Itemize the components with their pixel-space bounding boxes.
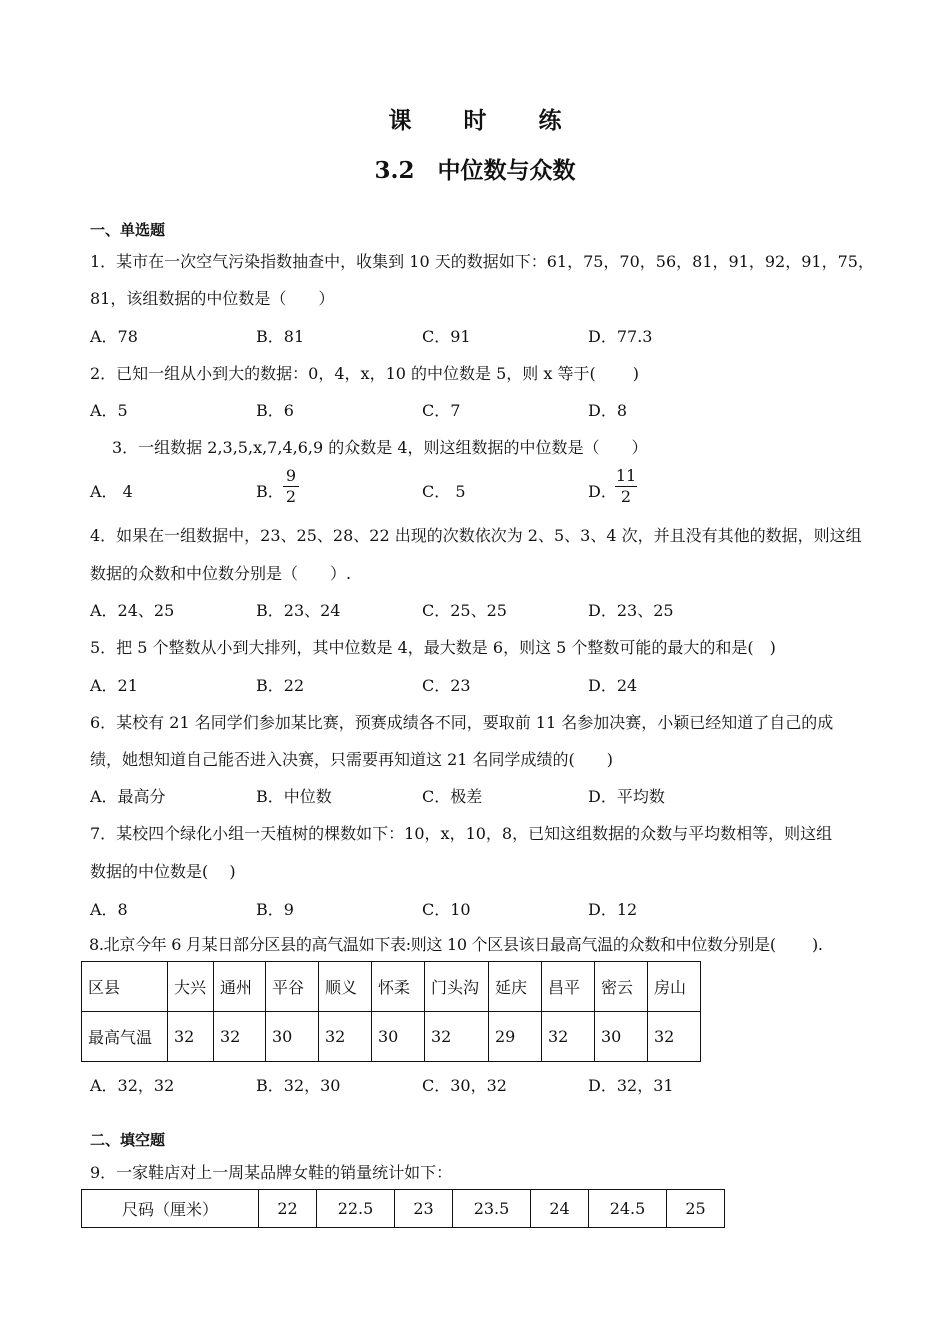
table-cell: 23.5 — [453, 1190, 531, 1228]
q4-text-line1: 4．如果在一组数据中，23、25、28、22 出现的次数依次为 2、5、3、4 次，并且没有其他的数据，则这组 — [90, 526, 862, 545]
q2-text-line1: 2．已知一组从小到大的数据：0，4，x，10 的中位数是 5，则 x 等于( ) — [90, 364, 640, 383]
table-cell: 32 — [648, 1012, 701, 1062]
q2-option-c: C．7 — [422, 401, 461, 420]
q4-option-d: D．23、25 — [588, 601, 674, 620]
table-row — [82, 1012, 701, 1062]
q5-option-a: A．21 — [90, 676, 138, 695]
q3-option-a: A． 4 — [90, 482, 133, 501]
q3-option-d: D． — [588, 482, 617, 501]
table-cell: 密云 — [595, 962, 648, 1012]
table-cell: 大兴 — [168, 962, 214, 1012]
q8-option-c: C．30，32 — [422, 1076, 507, 1095]
table-cell: 22.5 — [317, 1190, 395, 1228]
table-cell: 30 — [266, 1012, 319, 1062]
table-cell: 怀柔 — [372, 962, 425, 1012]
table-cell: 32 — [214, 1012, 266, 1062]
q6-option-a: A．最高分 — [90, 787, 166, 806]
table-cell: 区县 — [82, 962, 168, 1012]
table-cell: 24.5 — [589, 1190, 667, 1228]
q7-text-line2: 数据的中位数是( ) — [90, 862, 236, 881]
table-cell: 最高气温 — [82, 1012, 168, 1062]
q7-option-c: C．10 — [422, 900, 471, 919]
q7-option-d: D．12 — [588, 900, 638, 919]
section-heading-single-choice: 一、单选题 — [90, 221, 166, 239]
q2-option-a: A．5 — [90, 401, 128, 420]
q1-option-d: D．77.3 — [588, 327, 653, 346]
fraction-denominator: 2 — [620, 487, 632, 506]
q3-option-b-fraction — [283, 467, 299, 506]
q5-option-b: B．22 — [256, 676, 305, 695]
table-cell: 24 — [531, 1190, 589, 1228]
table-cell: 23 — [395, 1190, 453, 1228]
q6-text-line1: 6．某校有 21 名同学们参加某比赛，预赛成绩各不同，要取前 11 名参加决赛，小颖已经知道了自己的成 — [90, 713, 834, 732]
fraction-numerator: 11 — [615, 466, 637, 485]
q3-text-line1: 3．一组数据 2,3,5,x,7,4,6,9 的众数是 4，则这组数据的中位数是（ ） — [112, 438, 648, 457]
q9-text-line1: 9．一家鞋店对上一周某品牌女鞋的销量统计如下： — [90, 1163, 453, 1182]
table-cell: 32 — [425, 1012, 489, 1062]
q8-option-d: D．32，31 — [588, 1076, 674, 1095]
q6-option-d: D．平均数 — [588, 787, 665, 806]
page-subtitle: 3.2 中位数与众数 — [374, 157, 576, 184]
table-row — [82, 962, 701, 1012]
q3-option-c: C． 5 — [422, 482, 466, 501]
q1-option-c: C．91 — [422, 327, 471, 346]
q7-option-b: B．9 — [256, 900, 294, 919]
q3-option-b: B． — [256, 482, 284, 501]
section-heading-fill-blank: 二、填空题 — [90, 1131, 166, 1149]
table-cell: 22 — [259, 1190, 317, 1228]
q5-option-c: C．23 — [422, 676, 471, 695]
fraction-denominator: 2 — [285, 487, 297, 506]
q5-option-d: D．24 — [588, 676, 638, 695]
table-cell: 30 — [372, 1012, 425, 1062]
q6-text-line2: 绩，她想知道自己能否进入决赛，只需要再知道这 21 名同学成绩的( ) — [90, 750, 614, 769]
q4-option-a: A．24、25 — [90, 601, 175, 620]
q7-text-line1: 7．某校四个绿化小组一天植树的棵数如下：10，x，10，8，已知这组数据的众数与平均数相等，则这组 — [90, 824, 833, 843]
table-cell: 通州 — [214, 962, 266, 1012]
table-cell: 32 — [168, 1012, 214, 1062]
q1-text-line2: 81，该组数据的中位数是（ ） — [90, 289, 335, 308]
q3-option-d-fraction — [615, 467, 637, 506]
q6-option-b: B．中位数 — [256, 787, 332, 806]
q6-option-c: C．极差 — [422, 787, 483, 806]
fraction-numerator: 9 — [285, 466, 297, 485]
page-title: 课 时 练 — [388, 107, 584, 134]
q4-text-line2: 数据的众数和中位数分别是（ ）. — [90, 564, 352, 583]
table-cell: 尺码（厘米） — [82, 1190, 259, 1228]
q7-option-a: A．8 — [90, 900, 128, 919]
table-row — [82, 1190, 725, 1228]
table-cell: 门头沟 — [425, 962, 489, 1012]
q1-option-b: B．81 — [256, 327, 305, 346]
table-cell: 延庆 — [489, 962, 542, 1012]
table-cell: 32 — [319, 1012, 372, 1062]
q2-option-b: B．6 — [256, 401, 294, 420]
q4-option-b: B．23、24 — [256, 601, 341, 620]
q5-text-line1: 5．把 5 个整数从小到大排列，其中位数是 4，最大数是 6，则这 5 个整数可能的最大的和是( ) — [90, 638, 776, 657]
table-cell: 29 — [489, 1012, 542, 1062]
table-cell: 30 — [595, 1012, 648, 1062]
table-cell: 25 — [667, 1190, 725, 1228]
table-cell: 房山 — [648, 962, 701, 1012]
table-cell: 平谷 — [266, 962, 319, 1012]
q8-option-b: B．32，30 — [256, 1076, 341, 1095]
table-cell: 32 — [542, 1012, 595, 1062]
q9-shoe-size-table — [81, 1189, 725, 1228]
table-cell: 顺义 — [319, 962, 372, 1012]
q8-option-a: A．32，32 — [90, 1076, 175, 1095]
q1-text-line1: 1．某市在一次空气污染指数抽查中，收集到 10 天的数据如下：61，75，70，56，81，91，92，91，75， — [90, 252, 874, 271]
q8-text-line1: 8.北京今年 6 月某日部分区县的高气温如下表:则这 10 个区县该日最高气温的众数和中位数分别是( ). — [89, 935, 823, 954]
q1-option-a: A．78 — [90, 327, 138, 346]
table-cell: 昌平 — [542, 962, 595, 1012]
q4-option-c: C．25、25 — [422, 601, 507, 620]
q2-option-d: D．8 — [588, 401, 628, 420]
q8-temperature-table — [81, 961, 701, 1062]
